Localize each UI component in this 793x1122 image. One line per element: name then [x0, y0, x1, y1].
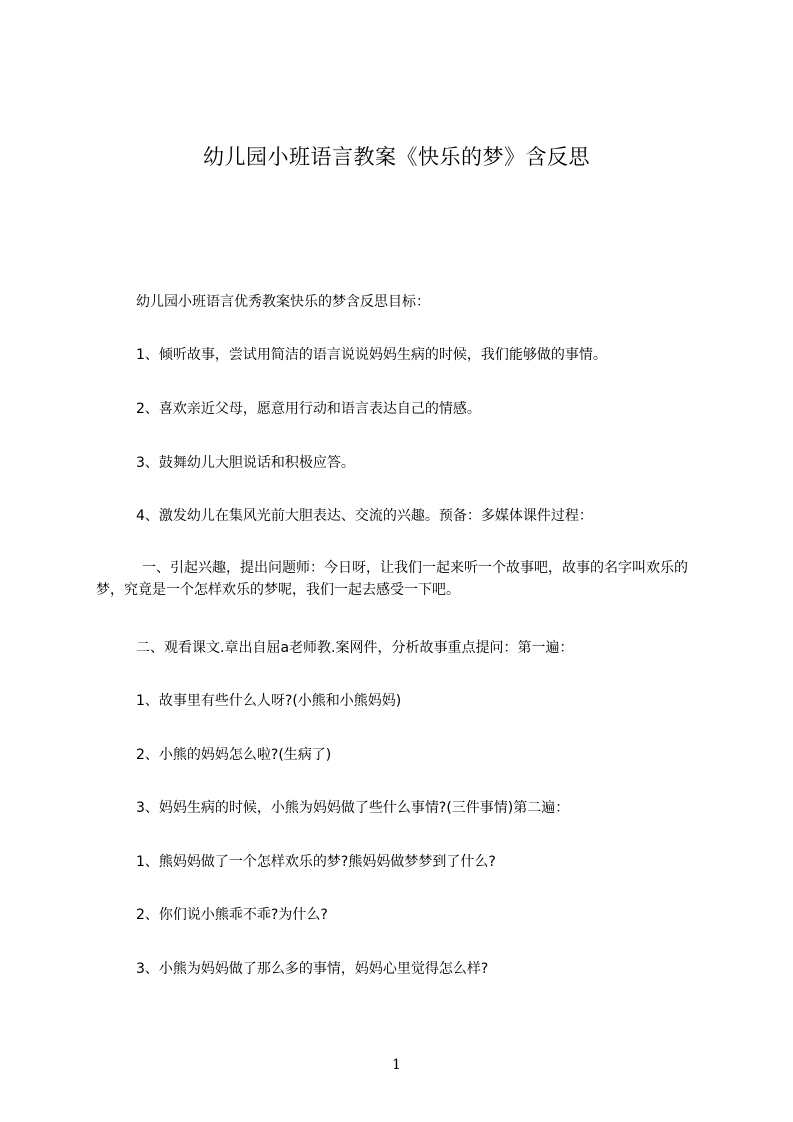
paragraph-step-2: 二、观看课文.章出自屈a老师教.案网件，分析故事重点提问：第一遍：	[136, 640, 574, 656]
paragraph-second-question-1: 1、熊妈妈做了一个怎样欢乐的梦?熊妈妈做梦梦到了什么?	[136, 854, 496, 870]
paragraph-question-2: 2、小熊的妈妈怎么啦?(生病了)	[136, 747, 332, 763]
document-title: 幼儿园小班语言教案《快乐的梦》含反思	[203, 145, 590, 169]
paragraph-objective-2: 2、喜欢亲近父母，愿意用行动和语言表达自己的情感。	[136, 401, 481, 417]
paragraph-question-1: 1、故事里有些什么人呀?(小熊和小熊妈妈)	[136, 693, 402, 709]
paragraph-objectives-heading: 幼儿园小班语言优秀教案快乐的梦含反思目标：	[136, 294, 430, 310]
paragraph-step-1: 一、引起兴趣，提出问题师：今日呀，让我们一起来听一个故事吧，故事的名字叫欢乐的梦，究竟是一个怎样欢乐的梦呢，我们一起去感受一下吧。	[96, 560, 688, 598]
paragraph-second-question-3: 3、小熊为妈妈做了那么多的事情，妈妈心里觉得怎么样?	[136, 961, 489, 977]
paragraph-objective-4: 4、激发幼儿在集风光前大胆表达、交流的兴趣。预备：多媒体课件过程：	[136, 508, 593, 524]
paragraph-objective-3: 3、鼓舞幼儿大胆说话和积极应答。	[136, 455, 355, 471]
paragraph-second-question-2: 2、你们说小熊乖不乖?为什么?	[136, 907, 328, 923]
page-number: 1	[392, 1057, 401, 1073]
paragraph-question-3: 3、妈妈生病的时候，小熊为妈妈做了些什么事情?(三件事情)第二遍：	[136, 800, 570, 816]
paragraph-objective-1: 1、倾听故事，尝试用简洁的语言说说妈妈生病的时候，我们能够做的事情。	[136, 347, 607, 363]
